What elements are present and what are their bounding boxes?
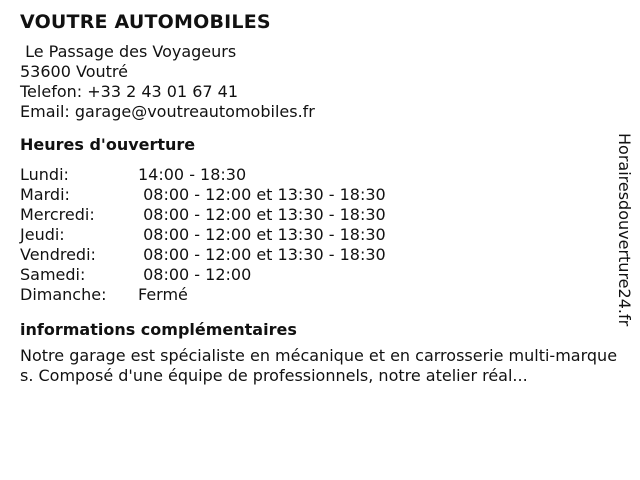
contact-block [20,42,620,122]
day-label: Mardi: [20,185,70,204]
business-name: VOUTRE AUTOMOBILES [20,11,271,33]
site-watermark [614,133,634,373]
day-label: Jeudi: [20,225,65,244]
time-range: 08:00 - 12:00 et 13:30 - 18:30 [138,245,386,264]
business-card [20,10,620,386]
time-range: 08:00 - 12:00 [138,265,252,284]
hours-row-thursday [20,225,620,245]
day-label: Lundi: [20,165,69,184]
phone-line: Telefon: +33 2 43 01 67 41 [20,82,239,101]
watermark-text: Horairesdouverture24.fr [615,133,634,327]
day-label: Mercredi: [20,205,95,224]
hours-row-sunday [20,285,620,305]
time-range: Fermé [138,285,188,304]
day-label: Samedi: [20,265,86,284]
time-range: 14:00 - 18:30 [138,165,247,184]
day-label: Dimanche: [20,285,107,304]
hours-row-friday [20,245,620,265]
hours-row-wednesday [20,205,620,225]
opening-hours-table [20,165,620,305]
hours-row-monday [20,165,620,185]
hours-row-tuesday [20,185,620,205]
time-range: 08:00 - 12:00 et 13:30 - 18:30 [138,225,386,244]
hours-row-saturday [20,265,620,285]
opening-hours-heading: Heures d'ouverture [20,135,196,154]
email-line: Email: garage@voutreautomobiles.fr [20,102,315,121]
description-text: Notre garage est spécialiste en mécanique et en carrosserie multi-marques. Composé d'une équipe de professionnels, notre atelier réal... [20,346,618,385]
street-address: Le Passage des Voyageurs [20,42,237,61]
time-range: 08:00 - 12:00 et 13:30 - 18:30 [138,185,386,204]
time-range: 08:00 - 12:00 et 13:30 - 18:30 [138,205,386,224]
postal-city: 53600 Voutré [20,62,128,81]
additional-info-heading: informations complémentaires [20,320,297,339]
day-label: Vendredi: [20,245,96,264]
